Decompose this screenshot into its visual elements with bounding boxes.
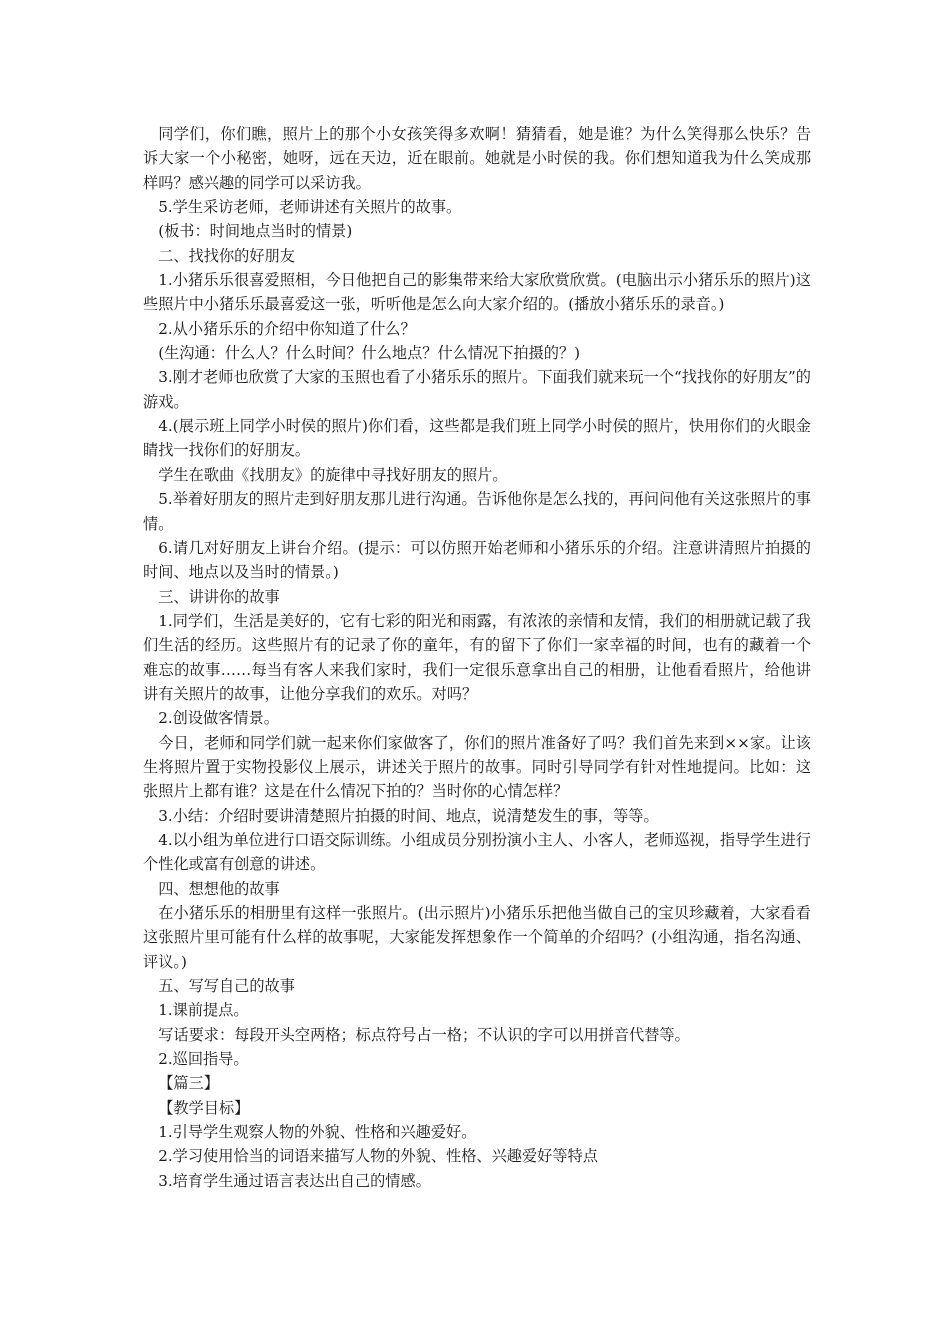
section-heading-2: 二、找找你的好朋友 <box>158 246 295 265</box>
paragraph-song: 学生在歌曲《找朋友》的旋律中寻找好朋友的照片。 <box>158 465 508 484</box>
paragraph-item-5-interview: 5.学生采访老师，老师讲述有关照片的故事。 <box>158 198 462 217</box>
paragraph-item-2: 2.从小猪乐乐的介绍中你知道了什么？ <box>158 319 416 338</box>
section-heading-5: 五、写写自己的故事 <box>158 977 295 996</box>
paragraph-item-1-prep: 1.课前提点。 <box>158 1001 249 1020</box>
paragraph-item-3: 3.刚才老师也欣赏了大家的玉照也看了小猪乐乐的照片。下面我们就来玩一个“找找你的好朋友”的游戏。 <box>143 368 811 411</box>
paragraph-item-3-summary: 3.小结：介绍时要讲清楚照片拍摄的时间、地点，说清楚发生的事，等等。 <box>158 806 659 825</box>
section-heading-3: 三、讲讲你的故事 <box>158 587 280 606</box>
document-page <box>143 122 811 1193</box>
paragraph-guest-scene: 今日，老师和同学们就一起来你们家做客了，你们的照片准备好了吗？我们首先来到××家。让该生将照片置于实物投影仪上展示，讲述关于照片的故事。同时引导同学有针对性地提问。比如：这张照片上都有谁？这是在什么情况下拍的？当时你的心情怎样？ <box>143 733 811 801</box>
objective-1: 1.引导学生观察人物的外貌、性格和兴趣爱好。 <box>158 1123 477 1142</box>
paragraph-intro: 同学们，你们瞧，照片上的那个小女孩笑得多欢啊！猜猜看，她是谁？为什么笑得那么快乐？告诉大家一个小秘密，她呀，远在天边，近在眼前。她就是小时侯的我。你们想知道我为什么笑成那样吗？感兴趣的同学可以采访我。 <box>143 125 811 192</box>
part-heading-3: 【篇三】 <box>158 1074 219 1093</box>
paragraph-item-2-guest: 2.创设做客情景。 <box>158 709 279 728</box>
paragraph-item-4-group: 4.以小组为单位进行口语交际训练。小组成员分别扮演小主人、小客人，老师巡视，指导学生进行个性化或富有创意的讲述。 <box>143 830 811 874</box>
paragraph-item-2-guidance: 2.巡回指导。 <box>158 1050 249 1069</box>
objectives-heading: 【教学目标】 <box>158 1098 250 1117</box>
paragraph-student-exchange: (生沟通：什么人？什么时间？什么地点？什么情况下拍摄的？) <box>158 344 581 363</box>
paragraph-item-1-life: 1.同学们，生活是美好的，它有七彩的阳光和雨露，有浓浓的亲情和友情，我们的相册就记载了我们生活的经历。这些照片有的记录了你的童年，有的留下了你们一家幸福的时间，也有的藏着一个难忘的故事……每当有客人来我们家时，我们一定很乐意拿出自己的相册，让他看看照片，给他讲讲有关照片的故事，让他分享我们的欢乐。对吗？ <box>143 611 811 703</box>
objective-3: 3.培育学生通过语言表达出自己的情感。 <box>158 1171 431 1190</box>
paragraph-item-4: 4.(展示班上同学小时侯的照片)你们看，这些都是我们班上同学小时侯的照片，快用你们的火眼金睛找一找你们的好朋友。 <box>143 417 811 460</box>
objective-2: 2.学习使用恰当的词语来描写人物的外貌、性格、兴趣爱好等特点 <box>158 1147 598 1166</box>
paragraph-item-6: 6.请几对好朋友上讲台介绍。(提示：可以仿照开始老师和小猪乐乐的介绍。注意讲清照片拍摄的时间、地点以及当时的情景。) <box>143 538 811 582</box>
paragraph-item-1: 1.小猪乐乐很喜爱照相，今日他把自己的影集带来给大家欣赏欣赏。(电脑出示小猪乐乐的照片)这些照片中小猪乐乐最喜爱这一张，听听他是怎么向大家介绍的。(播放小猪乐乐的录音。) <box>143 271 811 314</box>
section-heading-4: 四、想想他的故事 <box>158 879 280 898</box>
paragraph-board-note: (板书：时间地点当时的情景) <box>158 222 353 241</box>
paragraph-album-photo: 在小猪乐乐的相册里有这样一张照片。(出示照片)小猪乐乐把他当做自己的宝贝珍藏着，大家看看这张照片里可能有什么样的故事呢，大家能发挥想象作一个简单的介绍吗？(小组沟通，指名沟通、评议。) <box>143 904 811 971</box>
paragraph-item-5: 5.举着好朋友的照片走到好朋友那儿进行沟通。告诉他你是怎么找的，再问问他有关这张照片的事情。 <box>143 490 811 533</box>
paragraph-writing-requirements: 写话要求：每段开头空两格；标点符号占一格；不认识的字可以用拼音代替等。 <box>158 1025 690 1044</box>
